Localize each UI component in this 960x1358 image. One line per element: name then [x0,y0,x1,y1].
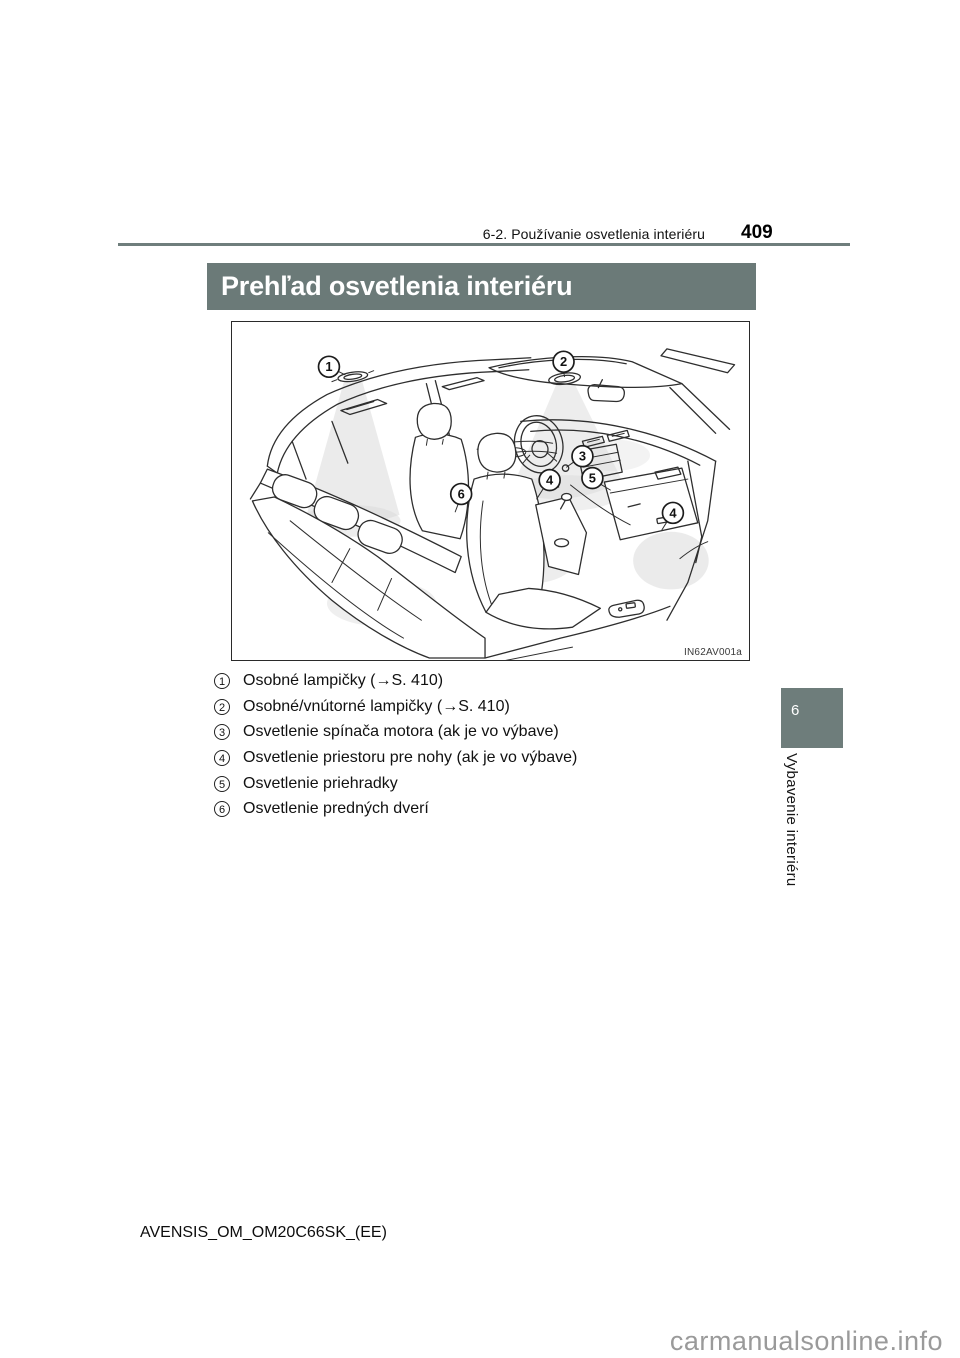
legend-item [214,796,774,822]
section-title: Prehľad osvetlenia interiéru [221,271,573,301]
legend-item-number: 6 [214,801,230,817]
legend-item [214,694,774,720]
legend-item-text: Osvetlenie predných dverí [243,800,429,818]
figure-box [231,321,750,661]
callout-2 [553,351,574,372]
svg-text:4: 4 [546,472,554,488]
legend-item-number: 1 [214,673,230,689]
car-interior-illustration [232,322,749,660]
legend-item-text: Osvetlenie priehradky [243,774,398,792]
callout-3 [572,446,593,467]
legend-item [214,745,774,771]
callout-1 [319,356,340,377]
legend-item [214,719,774,745]
legend-item-text: Osobné/vnútorné lampičky (→S. 410) [243,697,510,715]
legend-item [214,771,774,797]
svg-text:6: 6 [457,486,465,502]
svg-text:3: 3 [578,448,587,464]
callout-4-center [539,470,560,491]
legend [214,668,774,822]
svg-text:4: 4 [669,505,677,521]
callout-5 [582,468,603,489]
legend-item [214,668,774,694]
legend-item-number: 5 [214,776,230,792]
chapter-tab [781,688,843,748]
svg-text:2: 2 [559,354,568,370]
front-roof-panel [489,349,735,402]
page-number: 409 [741,222,773,243]
svg-text:5: 5 [588,470,596,486]
header-rule [118,243,850,246]
callout-4-right [662,502,683,523]
legend-item-text: Osvetlenie priestoru pre nohy (ak je vo výbave) [243,748,578,766]
chapter-number: 6 [791,702,800,719]
front-left-seat [410,403,468,538]
legend-item-number: 3 [214,724,230,740]
header-section-title: 6-2. Používanie osvetlenia interiéru [482,226,705,242]
footer-document-code: AVENSIS_OM_OM20C66SK_(EE) [140,1224,387,1241]
callout-6 [451,484,472,505]
watermark: carmanualsonline.info [669,1326,943,1356]
legend-item-text: Osobné lampičky (→S. 410) [243,671,444,689]
chapter-label-vertical: Vybavenie interiéru [783,753,800,887]
section-title-bar [207,263,756,310]
legend-item-text: Osvetlenie spínača motora (ak je vo výbave) [243,723,559,741]
legend-item-number: 4 [214,750,230,766]
svg-text:1: 1 [325,359,333,375]
legend-item-number: 2 [214,699,230,715]
figure-code: IN62AV001a [684,647,742,658]
